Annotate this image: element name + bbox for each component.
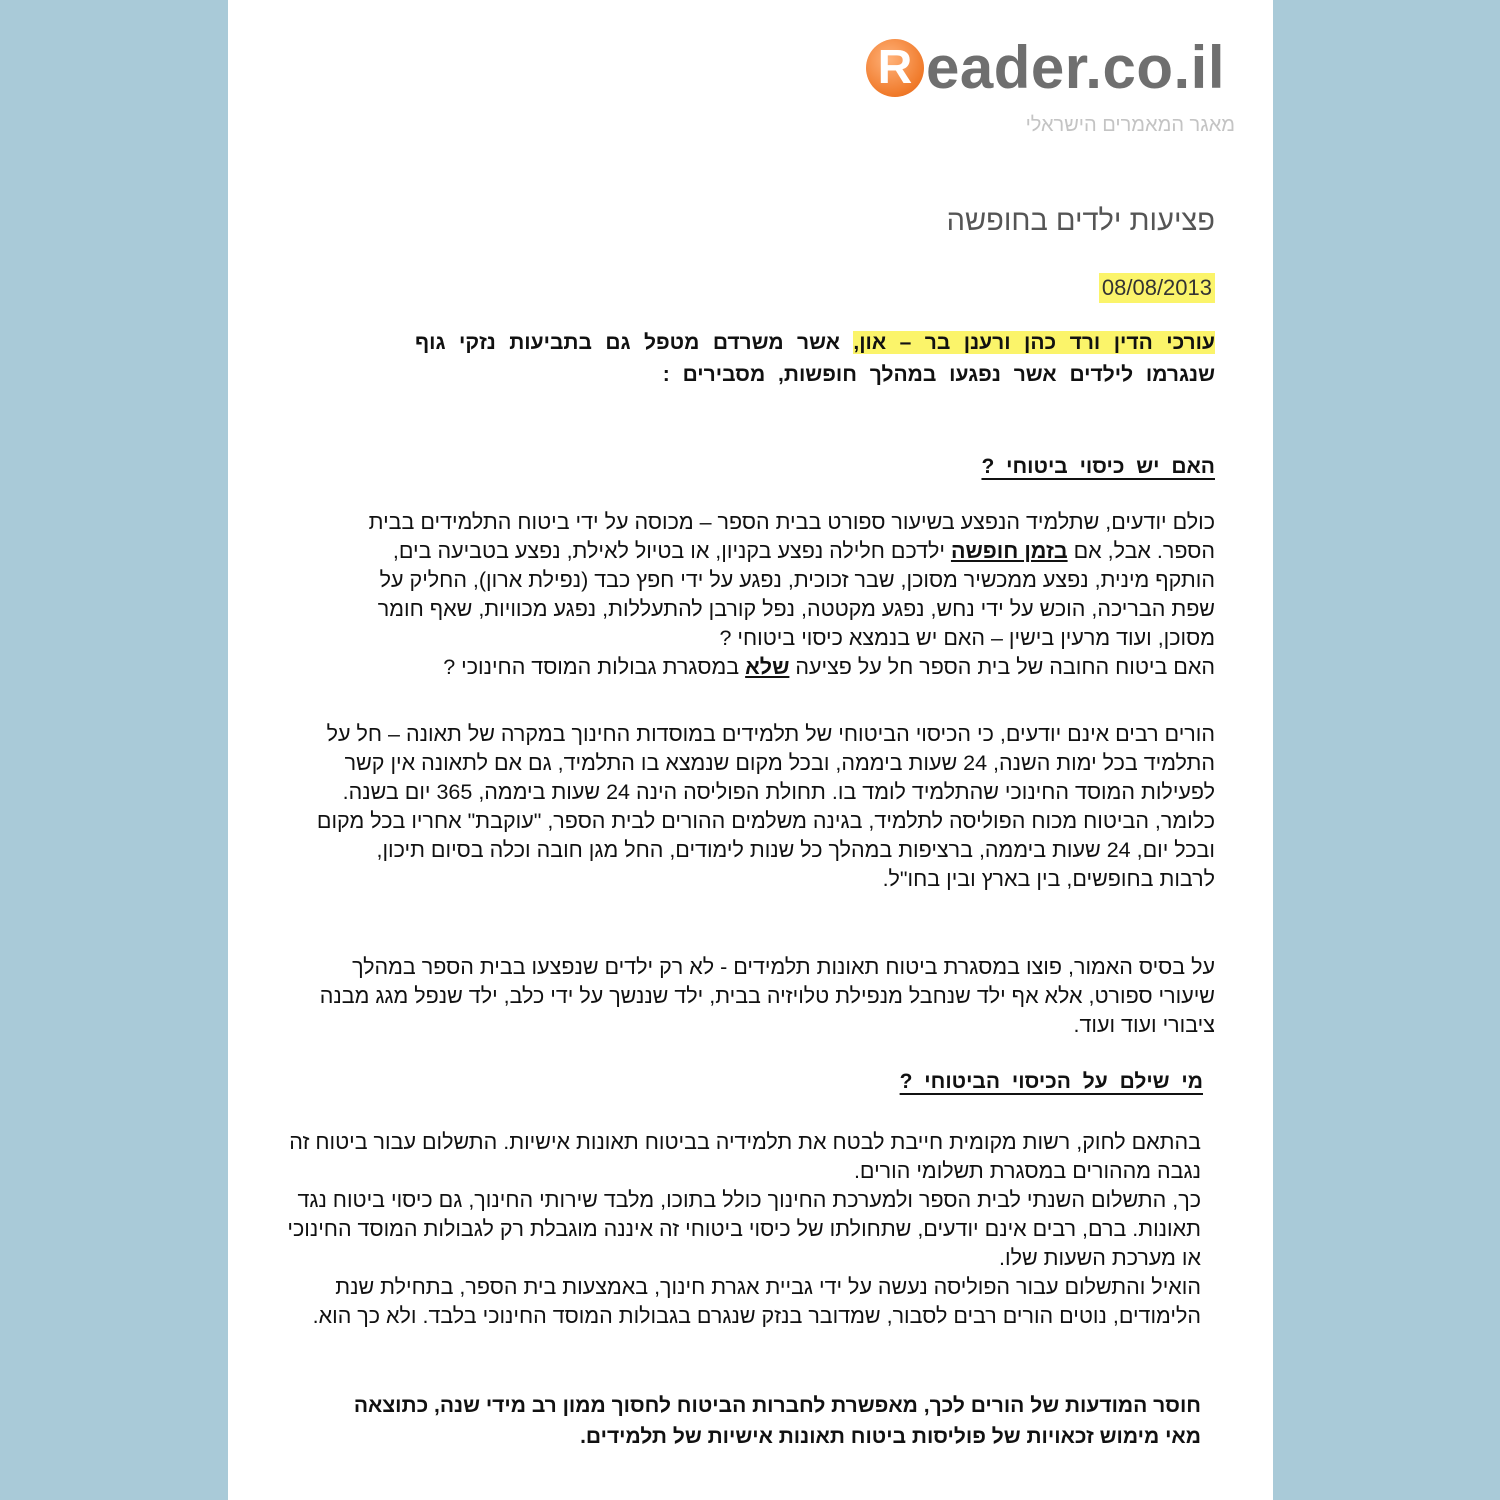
paragraph-text: האם ביטוח החובה של בית הספר חל על פציעה <box>789 655 1215 679</box>
section2-body <box>286 1128 1201 1331</box>
emphasis-text: שלא <box>745 655 790 679</box>
paragraph: הואיל והתשלום עבור הפוליסה נעשה על ידי גביית אגרת חינוך, באמצעות בית הספר, בתחילת שנת הלימודים, נוטים הורים רבים לסבור, שמדובר בנזק שנגרם בגבולות המוסד החינוכי בלבד. ולא כך הוא. <box>312 1275 1201 1328</box>
logo-text: eader.co.il <box>926 34 1225 101</box>
article-title: פציעות ילדים בחופשה <box>946 205 1215 237</box>
paragraph <box>335 508 1215 653</box>
article-date: 08/08/2013 <box>1099 273 1215 303</box>
section1-body-2 <box>315 720 1215 894</box>
logo-mark: R <box>866 39 924 97</box>
paragraph: הורים רבים אינם יודעים, כי הכיסוי הביטוחי של תלמידים במוסדות החינוך במקרה של תאונה – חל על התלמיד בכל ימות השנה, 24 שעות ביממה, ובכל מקום שנמצא בו התלמיד, גם אם לתאונה אין קשר לפעילות המוסד החינוכי שהתלמיד לומד בו. תחולת הפוליסה הינה 24 שעות ביממה, 365 יום בשנה. <box>326 722 1215 804</box>
paragraph: בהתאם לחוק, רשות מקומית חייבת לבטח את תלמידיה בביטוח תאונות אישיות. התשלום עבור ביטוח זה נגבה מההורים במסגרת תשלומי הורים. <box>289 1130 1201 1183</box>
paragraph: כלומר, הביטוח מכוח הפוליסה לתלמיד, בגינה משלמים ההורים לבית הספר, "עוקבת" אחריו בכל מקום ובכל יום, 24 שעות ביממה, ברציפות במהלך כל שנות לימודים, החל מגן חובה וכלה בסיום תיכון, לרבות בחופשים, בין בארץ ובין בחו"ל. <box>316 809 1215 891</box>
paragraph-text: במסגרת גבולות המוסד החינוכי ? <box>443 655 746 679</box>
section1-heading: האם יש כיסוי ביטוחי ? <box>981 455 1215 478</box>
closing-statement <box>341 1390 1201 1452</box>
paragraph: על בסיס האמור, פוצו במסגרת ביטוח תאונות תלמידים - לא רק ילדים שנפצעו בבית הספר במהלך שיעורי ספורט, אלא אף ילד שנחבל מנפילת טלויזיה בבית, ילד שננשך על ידי כלב, ילד שנפל מגג מבנה ציבורי ועוד ועוד. <box>319 955 1215 1037</box>
section2-heading: מי שילם על הכיסוי הביטוחי ? <box>899 1070 1203 1093</box>
paragraph <box>335 653 1215 682</box>
site-tagline: מאגר המאמרים הישראלי <box>1025 114 1235 136</box>
article-lead <box>415 327 1215 391</box>
closing-text: חוסר המודעות של הורים לכך, מאפשרת לחברות הביטוח לחסוך ממון רב מידי שנה, כתוצאה מאי מימוש זכאויות של פוליסות ביטוח תאונות אישיות של תלמידים. <box>353 1394 1201 1448</box>
section1-body <box>335 508 1215 682</box>
section1-body-3 <box>315 953 1215 1040</box>
paragraph-text: ילדכם חלילה נפצע בקניון, או בטיול לאילת, נפצע בטביעה בים, הותקף מינית, נפצע ממכשיר מסוכן, שבר זכוכית, נפגע על ידי חפץ כבד (נפילת ארון), החליק על שפת הבריכה, הוכש על ידי נחש, נפגע מקטטה, נפל קורבן להתעללות, נפגע מכוויות, שאף חומר מסוכן, ועוד מרעין בישין – האם יש בנמצא כיסוי ביטוחי ? <box>377 539 1215 650</box>
document-page <box>228 0 1273 1500</box>
paragraph-text: כולם יודעים, שתלמיד הנפצע בשיעור ספורט בבית הספר – מכוסה על ידי ביטוח התלמידים בבית הספר. אבל, אם <box>368 510 1215 563</box>
emphasis-text: בזמן חופשה <box>950 539 1068 563</box>
paragraph: כך, התשלום השנתי לבית הספר ולמערכת החינוך כולל בתוכו, מלבד שירותי החינוך, גם כיסוי ביטוח נגד תאונות. ברם, רבים אינם יודעים, שתחולתו של כיסוי ביטוחי זה איננה מוגבלת רק לגבולות המוסד החינוכי או מערכת השעות שלו. <box>287 1188 1201 1270</box>
lead-highlight: עורכי הדין ורד כהן ורענן בר – און, <box>853 331 1215 354</box>
site-logo[interactable] <box>866 34 1225 101</box>
lead-text: אשר משרדם מטפל גם בתביעות נזקי גוף שנגרמו לילדים אשר נפגעו במהלך חופשות, מסבירים : <box>415 331 1215 386</box>
